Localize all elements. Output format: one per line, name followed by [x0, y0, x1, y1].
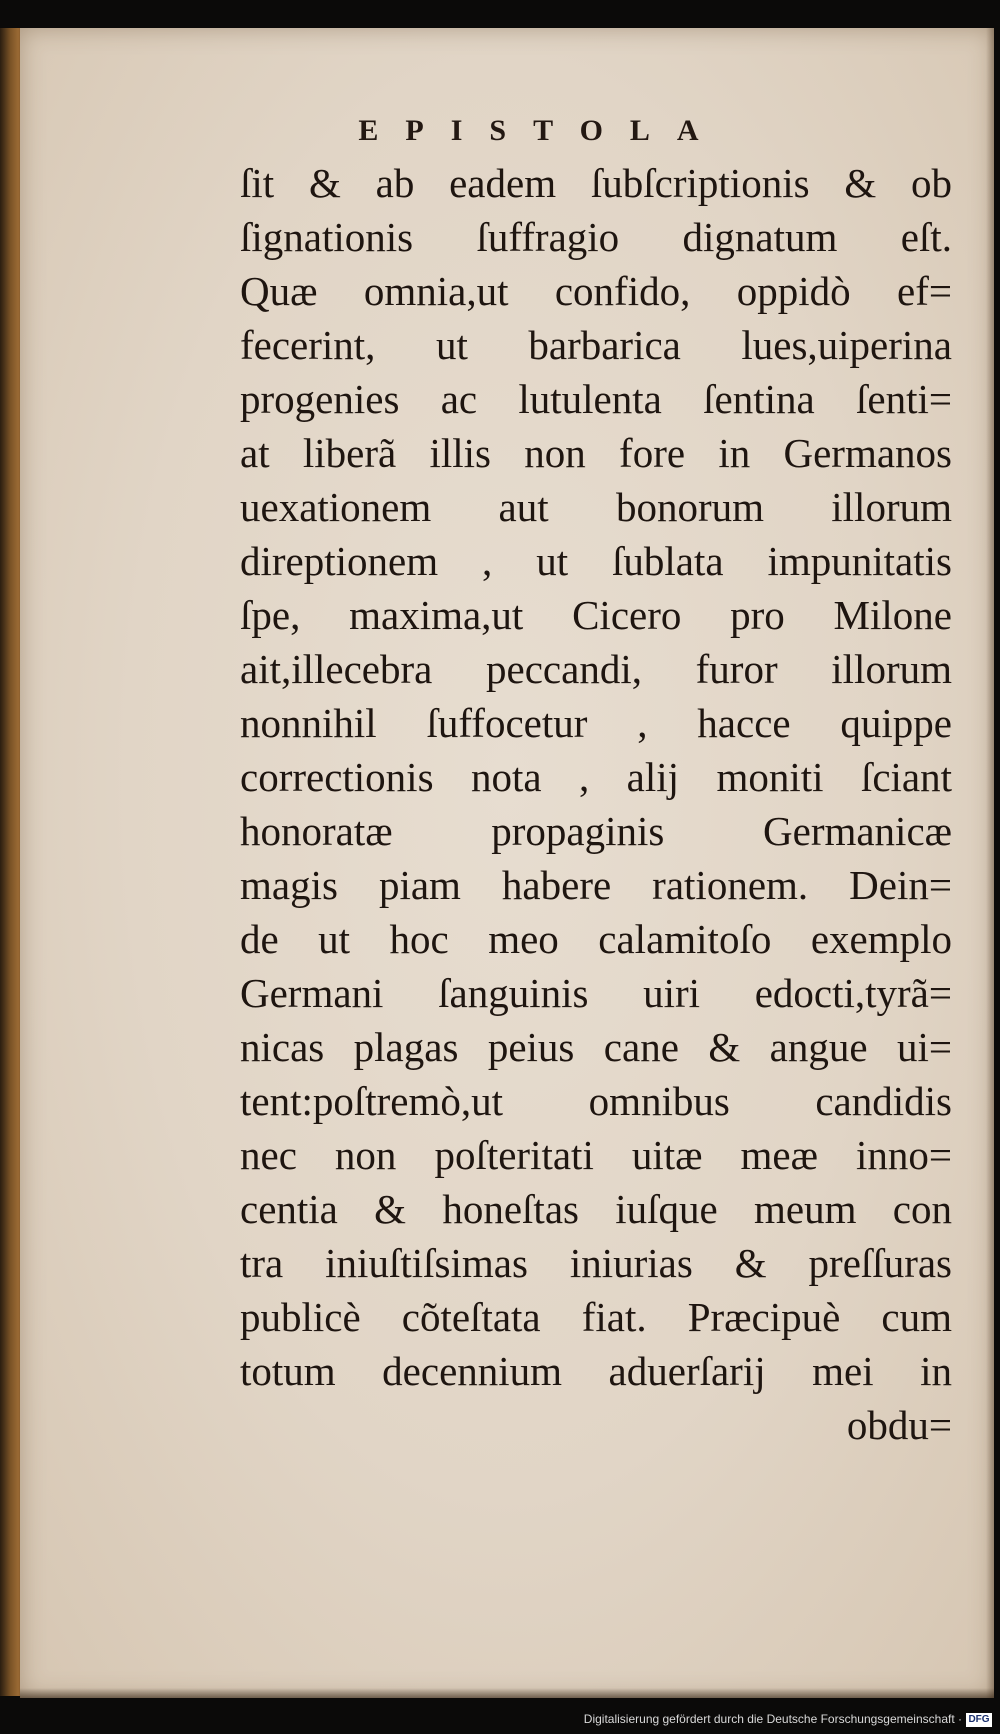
text-line: correctionis nota , alij moniti ſciant — [240, 754, 952, 800]
text-line: honoratæ propaginis Germanicæ — [240, 808, 952, 854]
text-line: Germani ſanguinis uiri edocti,tyrã= — [240, 970, 952, 1016]
page-edge-shadow — [986, 28, 994, 1698]
text-line: ſit & ab eadem ſubſcriptionis & ob — [240, 160, 952, 206]
text-line: progenies ac lutulenta ſentina ſenti= — [240, 376, 952, 422]
dfg-logo-icon: DFG — [966, 1713, 992, 1727]
text-line: nicas plagas peius cane & angue ui= — [240, 1024, 952, 1070]
text-line: nonnihil ſuffocetur , hacce quippe — [240, 700, 952, 746]
text-line: uexationem aut bonorum illorum — [240, 484, 952, 530]
text-line: nec non poſteritati uitæ meæ inno= — [240, 1132, 952, 1178]
text-block — [240, 156, 952, 1452]
text-line: tra iniuſtiſsimas iniurias & preſſuras — [240, 1240, 952, 1286]
page-bottom-edge — [20, 1688, 994, 1698]
text-line: obdu= — [846, 1402, 952, 1448]
text-line: ſignationis ſuffragio dignatum eſt. — [240, 214, 952, 260]
text-line: publicè cõteſtata fiat. Præcipuè cum — [240, 1294, 952, 1340]
text-line: de ut hoc meo calamitoſo exemplo — [240, 916, 952, 962]
book-page — [20, 28, 994, 1698]
text-line: at liberã illis non fore in Germanos — [240, 430, 952, 476]
text-line: fecerint, ut barbarica lues,uiperina — [240, 322, 952, 368]
text-line: centia & honeſtas iuſque meum con — [240, 1186, 952, 1232]
text-line: magis piam habere rationem. Dein= — [240, 862, 952, 908]
text-line: ait,illecebra peccandi, furor illorum — [240, 646, 952, 692]
footer-bar — [0, 1700, 1000, 1734]
running-head: EPISTOLA — [358, 114, 726, 147]
text-line: direptionem , ut ſublata impunitatis — [240, 538, 952, 584]
text-line: Quæ omnia,ut confido, oppidò ef= — [240, 268, 952, 314]
text-line: tent:poſtremò,ut omnibus candidis — [240, 1078, 952, 1124]
text-line: ſpe, maxima,ut Cicero pro Milone — [240, 592, 952, 638]
digitization-credit: Digitalisierung gefördert durch die Deutsche Forschungsgemeinschaft · — [583, 1712, 962, 1726]
text-line: totum decennium aduerſarij mei in — [240, 1348, 952, 1394]
